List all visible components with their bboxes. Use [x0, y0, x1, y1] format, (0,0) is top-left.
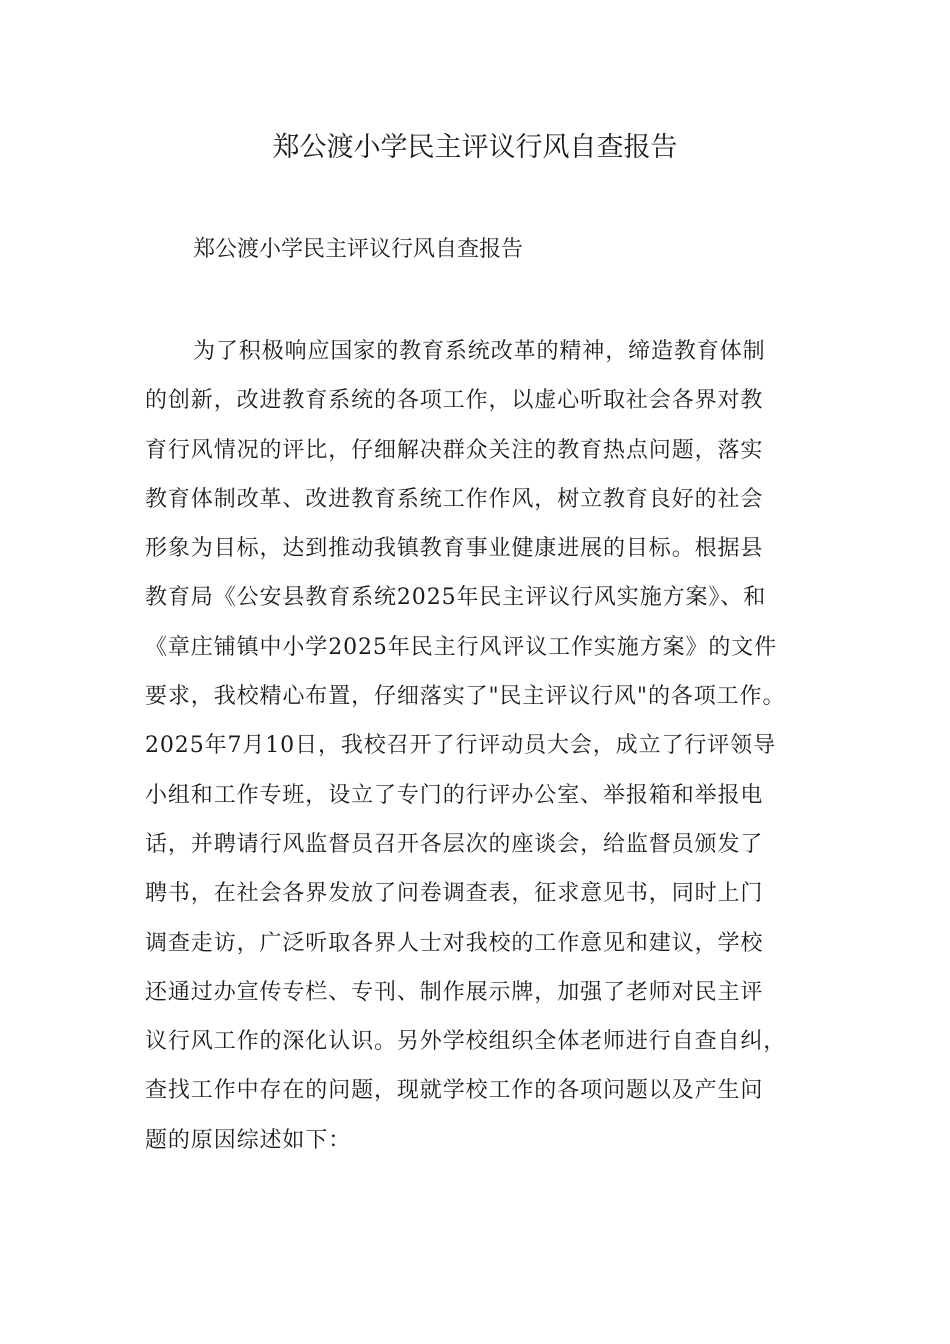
paragraph-line: 的创新，改进教育系统的各项工作，以虚心听取社会各界对教: [145, 388, 764, 414]
paragraph-line: 育行风情况的评比，仔细解决群众关注的教育热点问题，落实: [145, 437, 764, 463]
paragraph-line: 形象为目标，达到推动我镇教育事业健康进展的目标。根据县: [145, 536, 764, 562]
document-subtitle: 郑公渡小学民主评议行风自查报告: [193, 237, 524, 262]
paragraph-line: 教育体制改革、改进教育系统工作作风，树立教育良好的社会: [145, 486, 764, 512]
paragraph-line: 2025年7月10日，我校召开了行评动员大会，成立了行评领导: [145, 733, 776, 759]
paragraph-line: 话，并聘请行风监督员召开各层次的座谈会，给监督员颁发了: [145, 831, 764, 857]
paragraph-line: 议行风工作的深化认识。另外学校组织全体老师进行自查自纠，: [145, 1029, 787, 1055]
document-title: 郑公渡小学民主评议行风自查报告: [272, 132, 678, 163]
paragraph-line: 调查走访，广泛听取各界人士对我校的工作意见和建议，学校: [145, 930, 764, 956]
paragraph-line: 要求，我校精心布置，仔细落实了"民主评议行风"的各项工作。: [145, 684, 786, 710]
paragraph-line: 题的原因综述如下：: [145, 1127, 352, 1153]
paragraph-line: 教育局《公安县教育系统2025年民主评议行风实施方案》、和: [145, 585, 767, 611]
paragraph-line: 为了积极响应国家的教育系统改革的精神，缔造教育体制: [193, 339, 766, 364]
paragraph-line: 《章庄铺镇中小学2025年民主行风评议工作实施方案》的文件: [145, 634, 778, 660]
paragraph-line: 还通过办宣传专栏、专刊、制作展示牌，加强了老师对民主评: [145, 979, 764, 1005]
paragraph-line: 小组和工作专班，设立了专门的行评办公室、举报箱和举报电: [145, 782, 764, 808]
paragraph-line: 聘书，在社会各界发放了问卷调查表，征求意见书，同时上门: [145, 881, 764, 907]
paragraph-line: 查找工作中存在的问题，现就学校工作的各项问题以及产生问: [145, 1078, 764, 1104]
body-paragraph: [145, 332, 815, 1170]
